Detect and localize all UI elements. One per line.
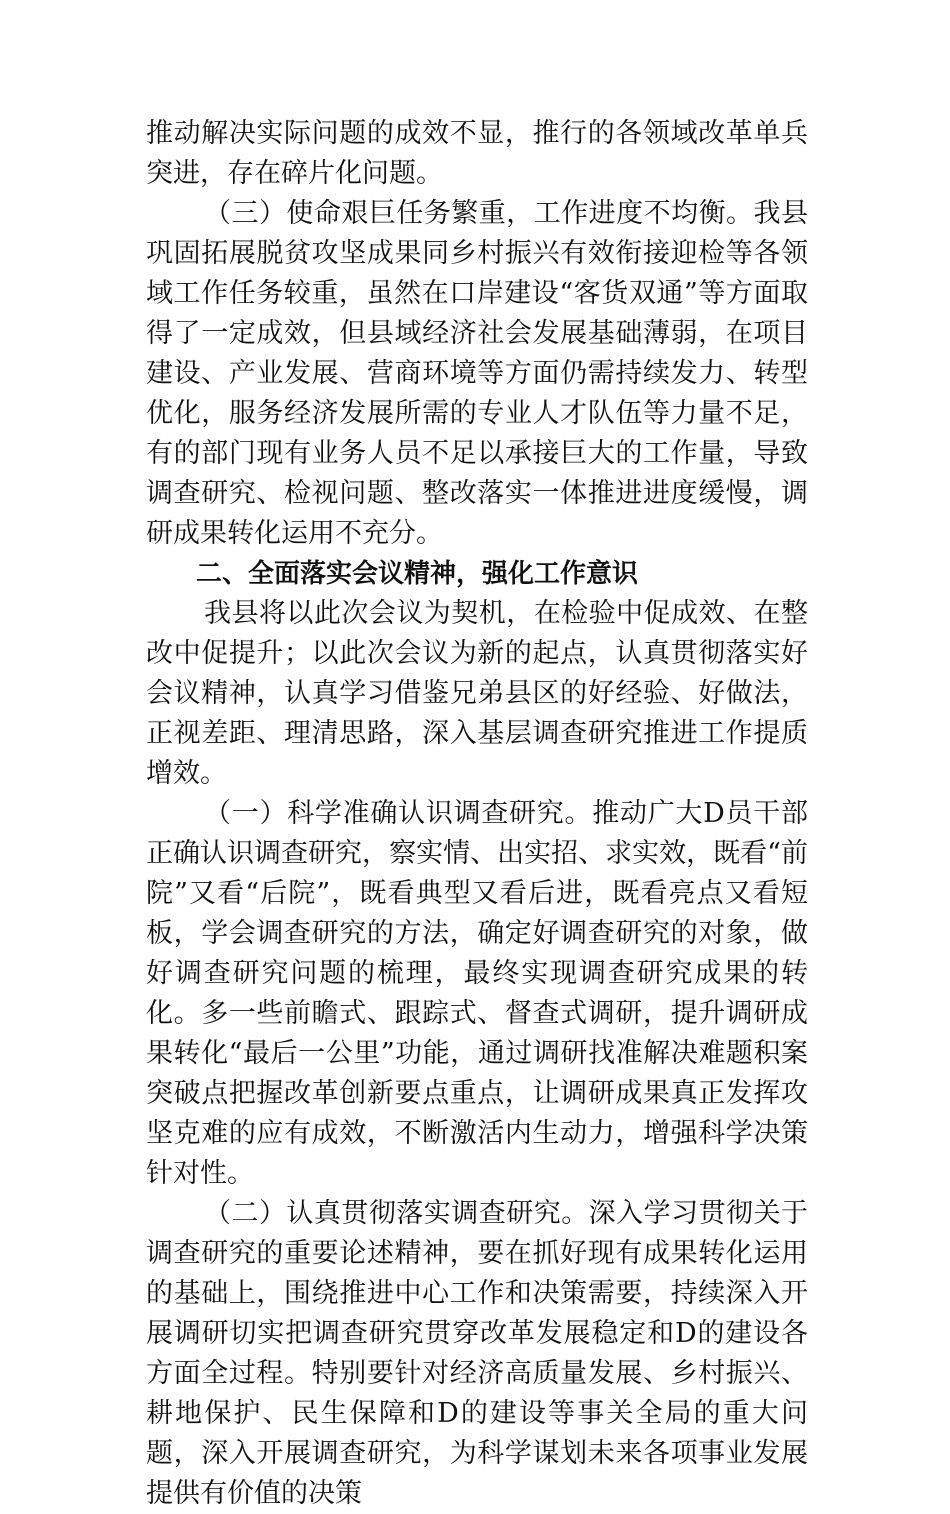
paragraph-subsection-1: （一）科学准确认识调查研究。推动广大D员干部正确认识调查研究，察实情、出实招、求实效，既看“前院”又看“后院”，既看典型又看后进，既看亮点又看短板，学会调查研究的方法，确定好调查研究的对象，做好调查研究问题的梳理，最终实现调查研究成果的转化。多一些前瞻式、跟踪式、督查式调研，提升调研成果转化“最后一公里”功能，通过调研找准解决难题积案突破点把握改革创新要点重点，让调研成果真正发挥攻坚克难的应有成效，不断激活内生动力，增强科学决策针对性。 bbox=[146, 798, 808, 1189]
paragraph-subsection-2: （二）认真贯彻落实调查研究。深入学习贯彻关于调查研究的重要论述精神，要在抓好现有成果转化运用的基础上，围绕推进中心工作和决策需要，持续深入开展调研切实把调查研究贯穿改革发展稳定和D的建设各方面全过程。特别要针对经济高质量发展、乡村振兴、耕地保护、民生保障和D的建设等事关全局的重大问题，深入开展调查研究，为科学谋划未来各项事业发展提供有价值的决策 bbox=[146, 1198, 808, 1509]
paragraph-intro: 我县将以此次会议为契机，在检验中促成效、在整改中促提升；以此次会议为新的起点，认真贯彻落实好会议精神，认真学习借鉴兄弟县区的好经验、好做法，正视差距、理清思路，深入基层调查研究推进工作提质增效。 bbox=[146, 598, 808, 789]
paragraph-section-3: （三）使命艰巨任务繁重，工作进度不均衡。我县巩固拓展脱贫攻坚成果同乡村振兴有效衔接迎检等各领域工作任务较重，虽然在口岸建设“客货双通”等方面取得了一定成效，但县域经济社会发展基础薄弱，在项目建设、产业发展、营商环境等方面仍需持续发力、转型优化，服务经济发展所需的专业人才队伍等力量不足，有的部门现有业务人员不足以承接巨大的工作量，导致调查研究、检视问题、整改落实一体推进进度缓慢，调研成果转化运用不充分。 bbox=[146, 198, 808, 549]
section-heading-2: 二、全面落实会议精神，强化工作意识 bbox=[196, 559, 639, 589]
paragraph-continuation: 推动解决实际问题的成效不显，推行的各领域改革单兵突进，存在碎片化问题。 bbox=[146, 118, 808, 189]
document-body bbox=[146, 114, 808, 1514]
